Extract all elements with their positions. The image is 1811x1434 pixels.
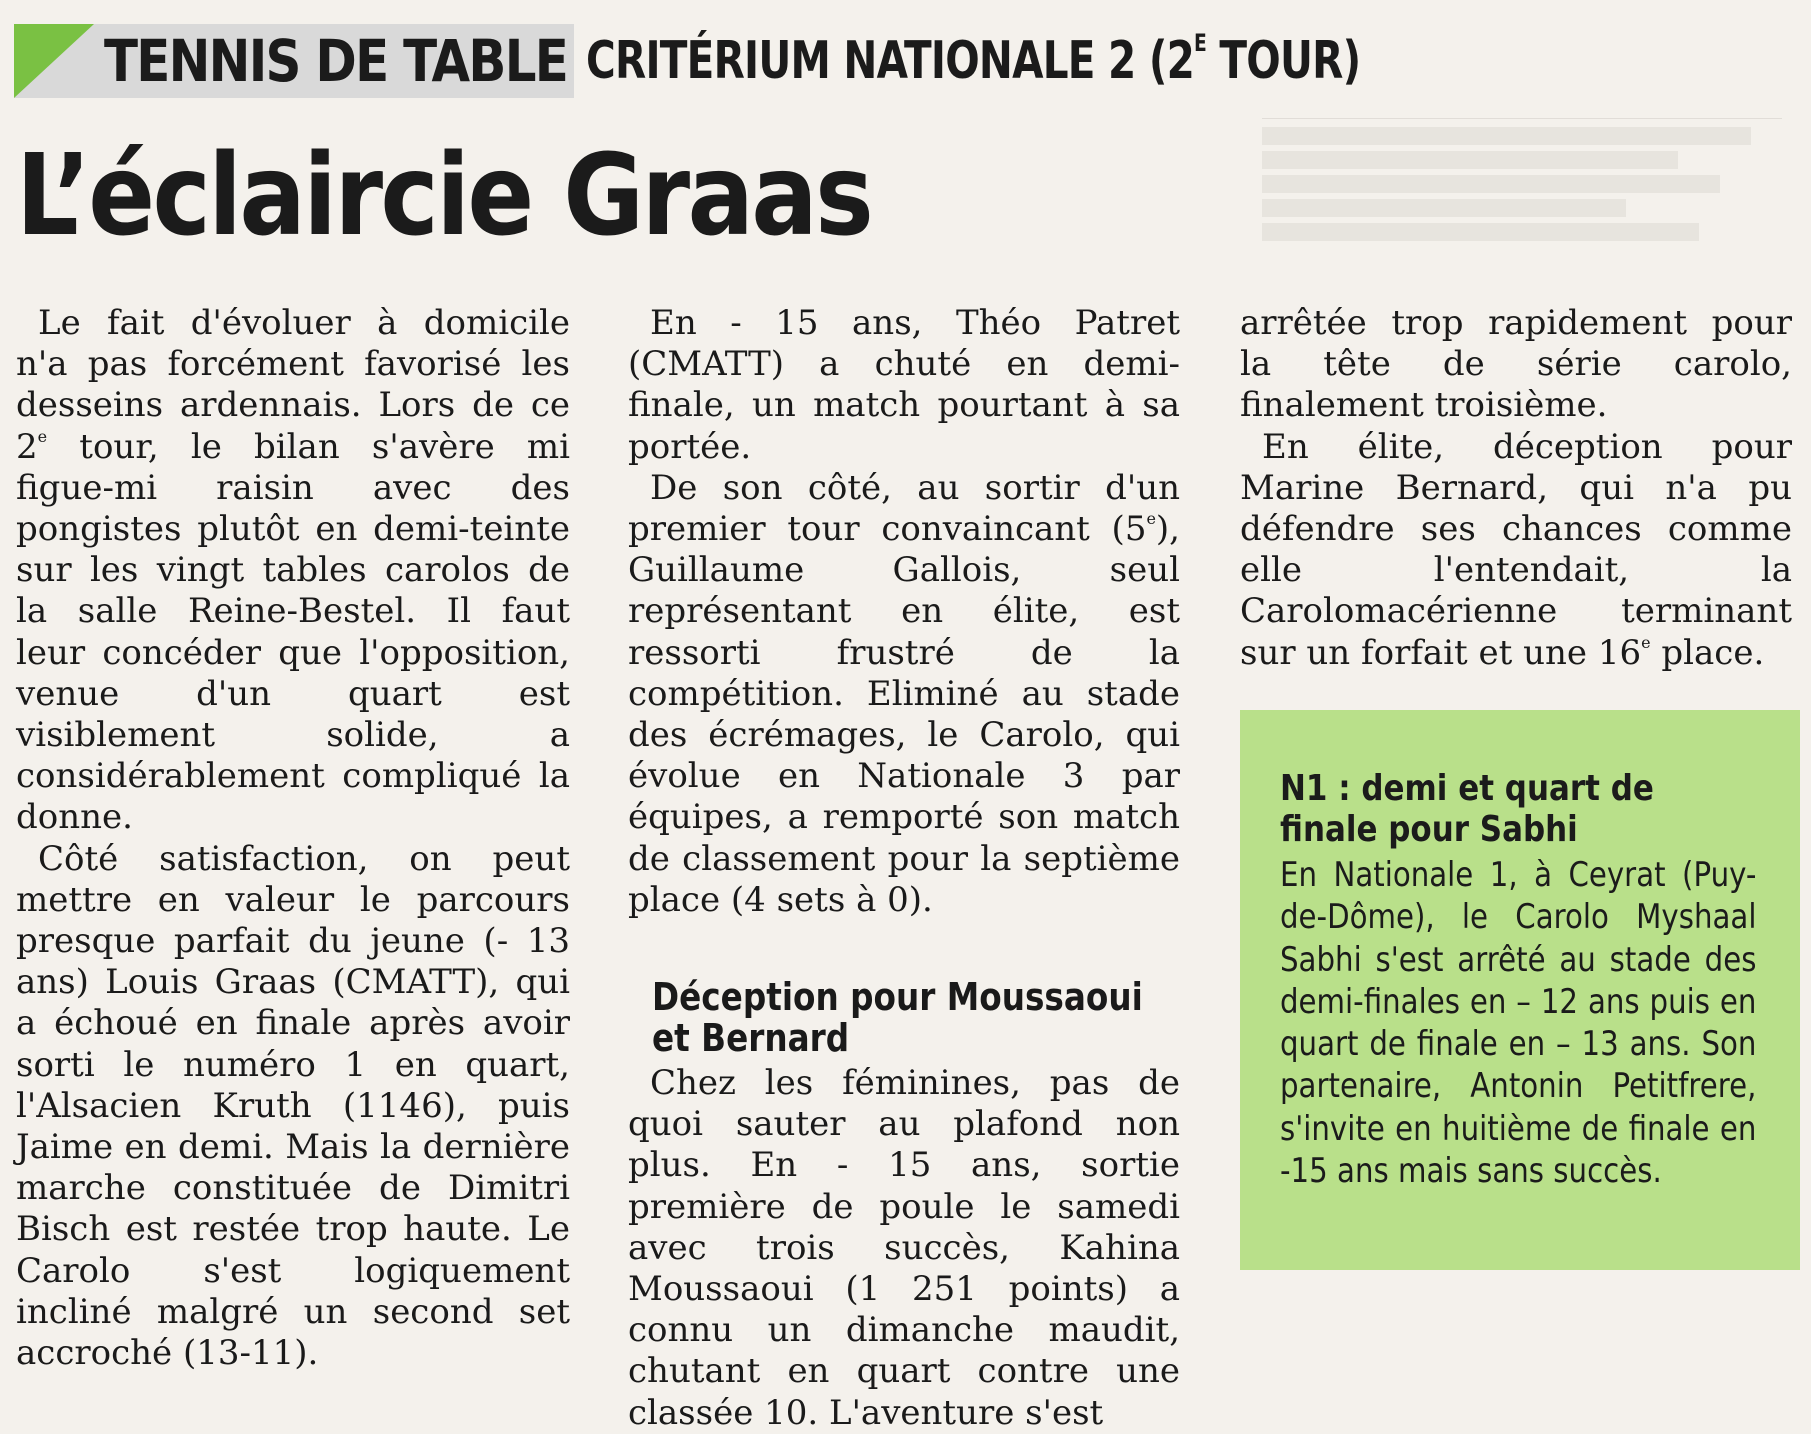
paragraph: En élite, déception pour Marine Bernard, qui n'a pu défendre ses chances comme elle l'entendait, la Carolomacérienne terminant sur un forfait et une 16e place. [1240, 426, 1792, 673]
article-column-2 [628, 303, 1180, 1434]
paragraph: En - 15 ans, Théo Patret (CMATT) a chuté en demi-finale, un match pourtant à sa portée. [628, 303, 1180, 467]
paragraph: arrêtée trop rapidement pour la tête de série carolo, finalement troisième. [1240, 303, 1792, 426]
bleed-through [1262, 96, 1782, 296]
section-subkicker: CRITÉRIUM NATIONALE 2 ($2^E$ TOUR) [586, 29, 1361, 91]
paragraph: Le fait d'évoluer à domicile n'a pas forcément favorisé les desseins ardennais. Lors de ce 2e tour, le bilan s'avère mi figue-mi raisin avec des pongistes plutôt en demi-teinte sur les vingt tables carolos de la salle Reine-Bestel. Il faut leur concéder que l'opposition, venue d'un quart est visiblement solide, a considérablement compliqué la donne. [16, 303, 570, 838]
sidebar-box-text: En Nationale 1, à Ceyrat (Puy-de-Dôme), le Carolo Myshaal Sabhi s'est arrêté au stade des demi-finales en – 12 ans puis en quart de finale en – 13 ans. Son partenaire, Antonin Petitfrere, s'invite en huitième de finale en -15 ans mais sans succès. [1280, 855, 1757, 1192]
kicker-band-accent [14, 24, 94, 98]
sidebar-box-title: N1 : demi et quart de finale pour Sabhi [1280, 768, 1654, 850]
subheading: Déception pour Moussaoui et Bernard [652, 975, 1143, 1061]
article-column-1 [16, 303, 570, 1374]
headline: L’éclaircie Graas [16, 131, 872, 261]
paragraph: De son côté, au sortir d'un premier tour convaincant (5e), Guillaume Gallois, seul représentant en élite, est ressorti frustré de la compétition. Eliminé au stade des écrémages, le Carolo, qui évolue en Nationale 3 par équipes, a remporté son match de classement pour la septième place (4 sets à 0). [628, 467, 1180, 920]
section-kicker: TENNIS DE TABLE [104, 27, 568, 95]
paragraph: Côté satisfaction, on peut mettre en valeur le parcours presque parfait du jeune (- 13 ans) Louis Graas (CMATT), qui a échoué en finale après avoir sorti le numéro 1 en quart, l'Alsacien Kruth (1146), puis Jaime en demi. Mais la dernière marche constituée de Dimitri Bisch est restée trop haute. Le Carolo s'est logiquement incliné malgré un second set accroché (13-11). [16, 838, 570, 1374]
paragraph: Chez les féminines, pas de quoi sauter au plafond non plus. En - 15 ans, sortie première de poule le samedi avec trois succès, Kahina Moussaoui (1 251 points) a connu un dimanche maudit, chutant en quart contre une classée 10. L'aventure s'est [628, 1063, 1180, 1433]
article-column-3 [1240, 303, 1792, 674]
sidebar-box [1240, 710, 1800, 1270]
